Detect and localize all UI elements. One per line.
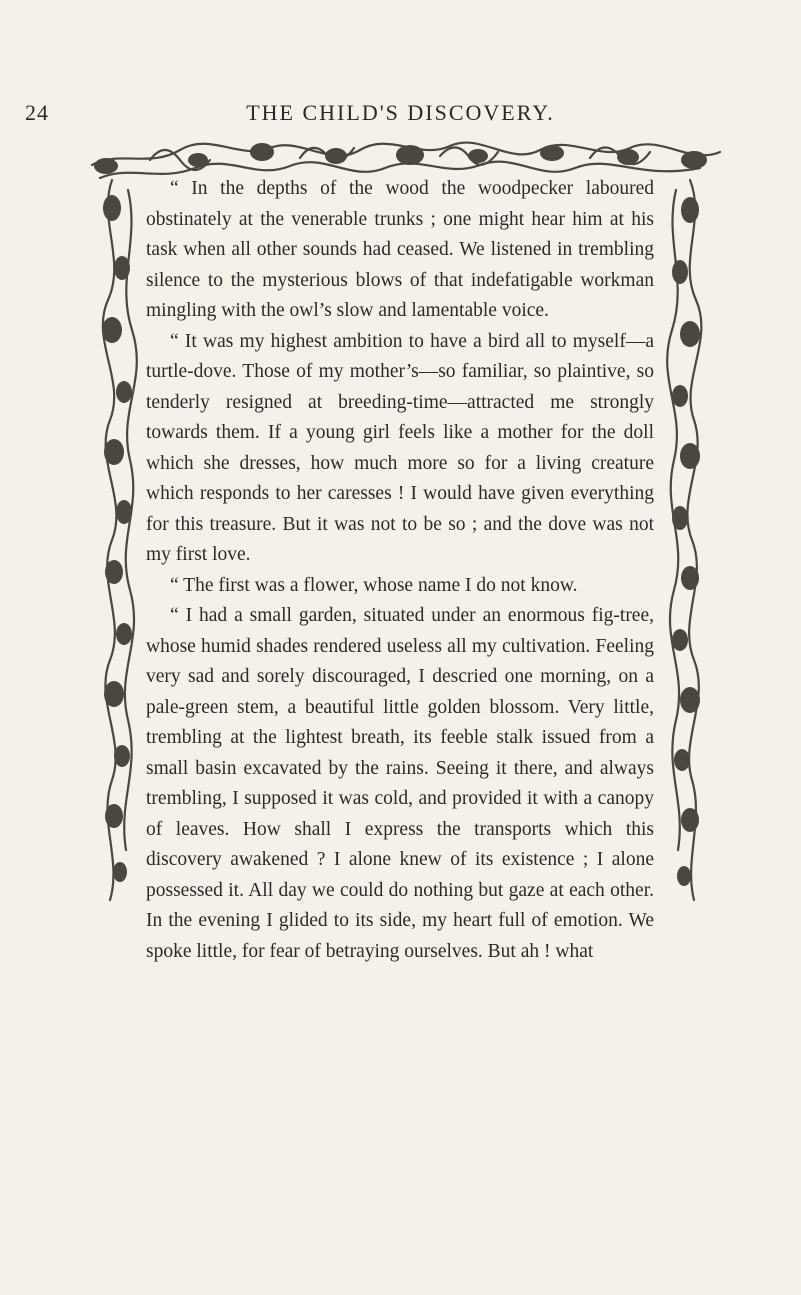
paragraph: “ The first was a flower, whose name I do not know. <box>170 574 578 596</box>
running-title: THE CHILD'S DISCOVERY. <box>246 100 555 125</box>
body-text <box>146 174 654 967</box>
paragraph: “ It was my highest ambition to have a bird all to myself—a turtle-dove. Those of my mother’s—so familiar, so plaintive, so tenderly resigned at breeding-time—attracted me strongly towards them. If a young girl feels like a mother for the doll which she dresses, how much more so for a living creature which responds to her caresses ! I would have given everything for this treasure. But it was not to be so ; and the dove was not my first love. <box>146 330 654 565</box>
paragraph: “ I had a small garden, situated under an enormous fig-tree, whose humid shades rendered useless all my cultivation. Feeling very sad and sorely discouraged, I descried one morning, on a pale-green stem, a beautiful little golden blossom. Very little, trembling at the lightest breath, its feeble stalk issued from a small basin excavated by the rains. Seeing it there, and always trembling, I supposed it was cold, and provided it with a canopy of leaves. How shall I express the transports which this discovery awakened ? I alone knew of its existence ; I alone possessed it. All day we could do nothing but gaze at each other. In the evening I glided to its side, my heart full of emotion. We spoke little, for fear of betraying ourselves. But ah ! what <box>146 605 654 962</box>
paragraph: “ In the depths of the wood the woodpecker laboured obstinately at the venerable trunks ; one might hear him at his task when all other sounds had ceased. We listened in trembling silence to the mysterious blows of that indefatigable workman mingling with the owl’s slow and lamentable voice. <box>146 178 654 321</box>
page-number: 24 <box>25 100 49 125</box>
